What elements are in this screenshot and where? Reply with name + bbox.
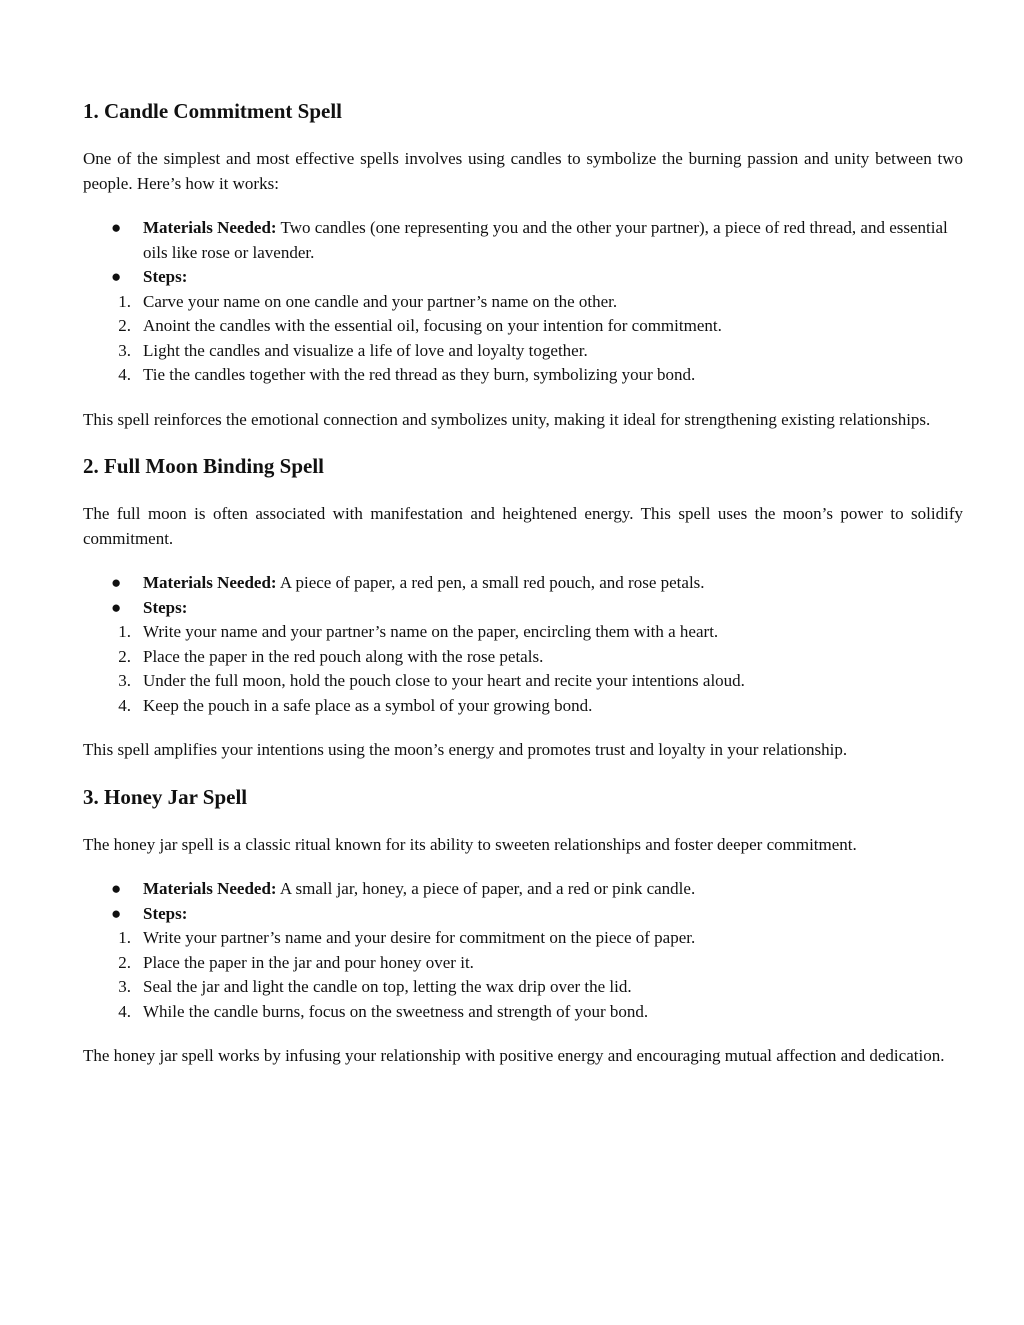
- steps-list: [83, 620, 963, 718]
- section-heading: 1. Candle Commitment Spell: [83, 99, 342, 123]
- materials-label: Materials Needed:: [143, 218, 277, 237]
- step-number: 1.: [118, 928, 131, 947]
- step-item: [83, 951, 963, 976]
- step-number: 1.: [118, 622, 131, 641]
- step-text: Seal the jar and light the candle on top, letting the wax drip over the lid.: [143, 977, 632, 996]
- spell-details-list: [83, 216, 963, 388]
- materials-item: [83, 216, 963, 265]
- step-text: Carve your name on one candle and your partner’s name on the other.: [143, 291, 618, 311]
- step-number: 3.: [118, 340, 131, 360]
- step-number: 3.: [118, 977, 131, 996]
- steps-label: Steps:: [143, 267, 188, 286]
- bullet-icon: ●: [111, 267, 122, 286]
- step-number: 2.: [118, 316, 131, 335]
- step-number: 4.: [118, 365, 131, 384]
- step-text: Light the candles and visualize a life of love and loyalty together.: [143, 340, 588, 360]
- steps-item: [83, 902, 963, 927]
- spell-section: [83, 452, 963, 763]
- step-item: [83, 669, 963, 694]
- steps-list: [83, 290, 963, 388]
- materials-text: Two candles (one representing you and the other your partner), a piece of red thread, and essential oils like rose or lavender.: [143, 218, 948, 262]
- step-text: Write your partner’s name and your desire for commitment on the piece of paper.: [143, 928, 696, 947]
- intro-paragraph: The full moon is often associated with manifestation and heightened energy. This spell uses the moon’s power to solidify commitment.: [83, 504, 963, 548]
- step-item: [83, 1000, 963, 1025]
- spell-section: [83, 97, 963, 432]
- spell-section: [83, 783, 963, 1069]
- spell-details-list: [83, 571, 963, 718]
- bullet-icon: ●: [111, 879, 122, 898]
- step-number: 4.: [118, 1001, 131, 1021]
- steps-list: [83, 926, 963, 1024]
- step-number: 3.: [118, 671, 131, 690]
- step-item: [83, 975, 963, 1000]
- document-page: [83, 97, 963, 1089]
- step-item: [83, 339, 963, 364]
- step-number: 2.: [118, 952, 131, 972]
- step-number: 2.: [118, 646, 131, 666]
- materials-text: A small jar, honey, a piece of paper, and a red or pink candle.: [276, 879, 696, 898]
- steps-label: Steps:: [143, 597, 188, 617]
- bullet-icon: ●: [111, 597, 122, 617]
- materials-label: Materials Needed:: [143, 573, 277, 592]
- step-number: 4.: [118, 695, 131, 715]
- section-heading: 3. Honey Jar Spell: [83, 784, 248, 809]
- materials-item: [83, 877, 963, 902]
- step-text: Write your name and your partner’s name on the paper, encircling them with a heart.: [143, 622, 719, 641]
- outro-paragraph: This spell reinforces the emotional connection and symbolizes unity, making it ideal for strengthening existing relationships.: [83, 409, 931, 429]
- step-text: Keep the pouch in a safe place as a symbol of your growing bond.: [143, 695, 593, 715]
- bullet-icon: ●: [111, 218, 122, 237]
- step-item: [83, 314, 963, 339]
- step-text: Tie the candles together with the red thread as they burn, symbolizing your bond.: [143, 365, 696, 384]
- materials-text: A piece of paper, a red pen, a small red pouch, and rose petals.: [276, 573, 705, 592]
- step-item: [83, 694, 963, 719]
- steps-label: Steps:: [143, 903, 188, 923]
- outro-paragraph: This spell amplifies your intentions using the moon’s energy and promotes trust and loyalty in your relationship.: [83, 740, 848, 759]
- step-item: [83, 645, 963, 670]
- step-item: [83, 620, 963, 645]
- step-text: Anoint the candles with the essential oil, focusing on your intention for commitment.: [143, 316, 722, 335]
- step-item: [83, 363, 963, 388]
- steps-item: [83, 265, 963, 290]
- step-item: [83, 926, 963, 951]
- step-text: While the candle burns, focus on the sweetness and strength of your bond.: [143, 1001, 649, 1021]
- bullet-icon: ●: [111, 573, 122, 592]
- step-text: Place the paper in the red pouch along with the rose petals.: [143, 646, 544, 666]
- materials-item: [83, 571, 963, 596]
- step-number: 1.: [118, 291, 131, 311]
- materials-label: Materials Needed:: [143, 879, 277, 898]
- step-text: Under the full moon, hold the pouch close to your heart and recite your intentions aloud.: [143, 671, 745, 690]
- section-heading: 2. Full Moon Binding Spell: [83, 454, 324, 478]
- bullet-icon: ●: [111, 903, 122, 923]
- spell-details-list: [83, 877, 963, 1024]
- step-text: Place the paper in the jar and pour honey over it.: [143, 952, 474, 972]
- outro-paragraph: The honey jar spell works by infusing your relationship with positive energy and encouraging mutual affection and dedication.: [83, 1046, 945, 1065]
- intro-paragraph: One of the simplest and most effective spells involves using candles to symbolize the burning passion and unity between two people. Here’s how it works:: [83, 149, 963, 193]
- steps-item: [83, 596, 963, 621]
- intro-paragraph: The honey jar spell is a classic ritual known for its ability to sweeten relationships and foster deeper commitment.: [83, 834, 857, 854]
- step-item: [83, 290, 963, 315]
